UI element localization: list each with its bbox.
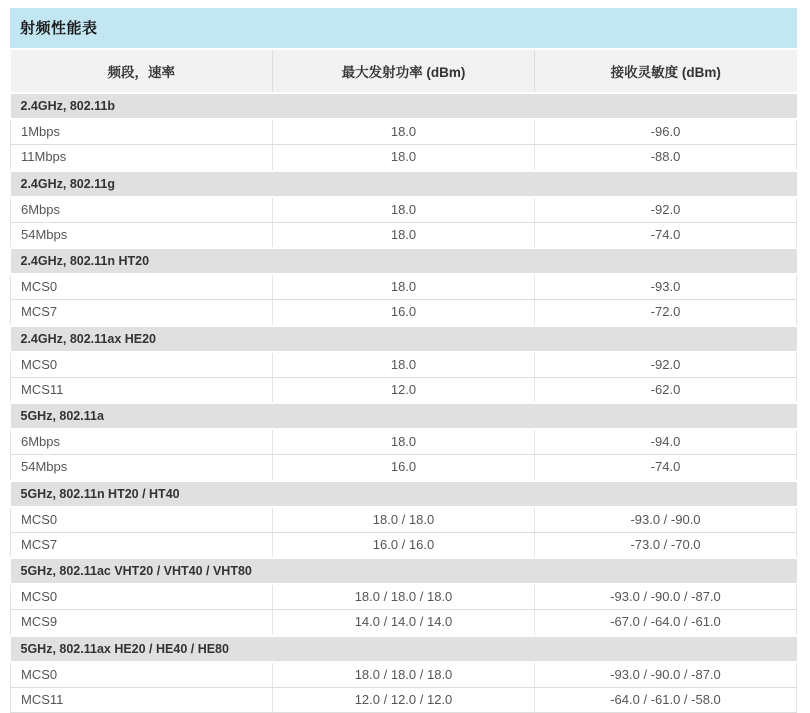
max-tx-power-cell: 18.0 / 18.0 [273,507,535,533]
rx-sensitivity-cell: -92.0 [535,352,797,378]
table-row [11,429,797,455]
rate-cell: 1Mbps [11,119,273,145]
rate-cell: MCS0 [11,507,273,533]
max-tx-power-cell: 18.0 [273,429,535,455]
section-label: 2.4GHz, 802.11b [11,93,797,119]
rate-cell: MCS7 [11,300,273,326]
rate-cell: 6Mbps [11,197,273,223]
table-row [11,584,797,610]
section-row [11,248,797,274]
rate-cell: 54Mbps [11,222,273,248]
rate-cell: MCS0 [11,584,273,610]
rx-sensitivity-cell: -93.0 [535,274,797,300]
table-row [11,300,797,326]
section-row [11,171,797,197]
max-tx-power-cell: 14.0 / 14.0 / 14.0 [273,610,535,636]
rx-sensitivity-cell: -88.0 [535,145,797,171]
table-row [11,687,797,712]
max-tx-power-cell: 16.0 [273,455,535,481]
rate-cell: MCS7 [11,532,273,558]
rate-cell: MCS0 [11,274,273,300]
max-tx-power-cell: 18.0 [273,197,535,223]
table-row [11,610,797,636]
section-label: 2.4GHz, 802.11ax HE20 [11,326,797,352]
rate-cell: MCS0 [11,352,273,378]
table-row [11,145,797,171]
rx-sensitivity-cell: -62.0 [535,377,797,403]
max-tx-power-cell: 18.0 [273,274,535,300]
rx-sensitivity-cell: -93.0 / -90.0 / -87.0 [535,584,797,610]
rate-cell: 54Mbps [11,455,273,481]
rx-sensitivity-cell: -93.0 / -90.0 [535,507,797,533]
section-label: 2.4GHz, 802.11g [11,171,797,197]
section-row [11,481,797,507]
section-row [11,93,797,119]
rf-performance-table [10,50,797,713]
max-tx-power-cell: 18.0 [273,119,535,145]
table-row [11,352,797,378]
rx-sensitivity-cell: -74.0 [535,455,797,481]
rate-cell: MCS11 [11,377,273,403]
rate-cell: 11Mbps [11,145,273,171]
table-row [11,377,797,403]
table-row [11,662,797,688]
rx-sensitivity-cell: -72.0 [535,300,797,326]
rx-sensitivity-cell: -92.0 [535,197,797,223]
table-row [11,222,797,248]
table-row [11,197,797,223]
section-label: 2.4GHz, 802.11n HT20 [11,248,797,274]
rx-sensitivity-cell: -96.0 [535,119,797,145]
rx-sensitivity-cell: -94.0 [535,429,797,455]
rx-sensitivity-cell: -74.0 [535,222,797,248]
rx-sensitivity-cell: -64.0 / -61.0 / -58.0 [535,687,797,712]
max-tx-power-cell: 18.0 / 18.0 / 18.0 [273,584,535,610]
table-row [11,455,797,481]
rate-cell: MCS0 [11,662,273,688]
rate-cell: MCS9 [11,610,273,636]
max-tx-power-cell: 12.0 [273,377,535,403]
section-label: 5GHz, 802.11n HT20 / HT40 [11,481,797,507]
max-tx-power-cell: 18.0 [273,145,535,171]
max-tx-power-cell: 18.0 / 18.0 / 18.0 [273,662,535,688]
rx-sensitivity-cell: -73.0 / -70.0 [535,532,797,558]
table-row [11,532,797,558]
rate-cell: 6Mbps [11,429,273,455]
section-row [11,403,797,429]
max-tx-power-cell: 18.0 [273,352,535,378]
section-label: 5GHz, 802.11a [11,403,797,429]
table-row [11,507,797,533]
rx-sensitivity-cell: -93.0 / -90.0 / -87.0 [535,662,797,688]
table-title: 射频性能表 [10,8,797,48]
table-row [11,119,797,145]
table-body [11,93,797,713]
header-row [11,50,797,93]
section-row [11,636,797,662]
max-tx-power-cell: 12.0 / 12.0 / 12.0 [273,687,535,712]
section-row [11,326,797,352]
max-tx-power-cell: 18.0 [273,222,535,248]
rx-sensitivity-cell: -67.0 / -64.0 / -61.0 [535,610,797,636]
rf-performance-panel [10,8,797,713]
table-row [11,274,797,300]
section-label: 5GHz, 802.11ax HE20 / HE40 / HE80 [11,636,797,662]
section-label: 5GHz, 802.11ac VHT20 / VHT40 / VHT80 [11,558,797,584]
col-header-band-rate: 频段，速率 [11,50,273,93]
table-header [11,50,797,93]
max-tx-power-cell: 16.0 / 16.0 [273,532,535,558]
section-row [11,558,797,584]
col-header-rx-sensitivity: 接收灵敏度 (dBm) [535,50,797,93]
col-header-max-tx-power: 最大发射功率 (dBm) [273,50,535,93]
max-tx-power-cell: 16.0 [273,300,535,326]
rate-cell: MCS11 [11,687,273,712]
